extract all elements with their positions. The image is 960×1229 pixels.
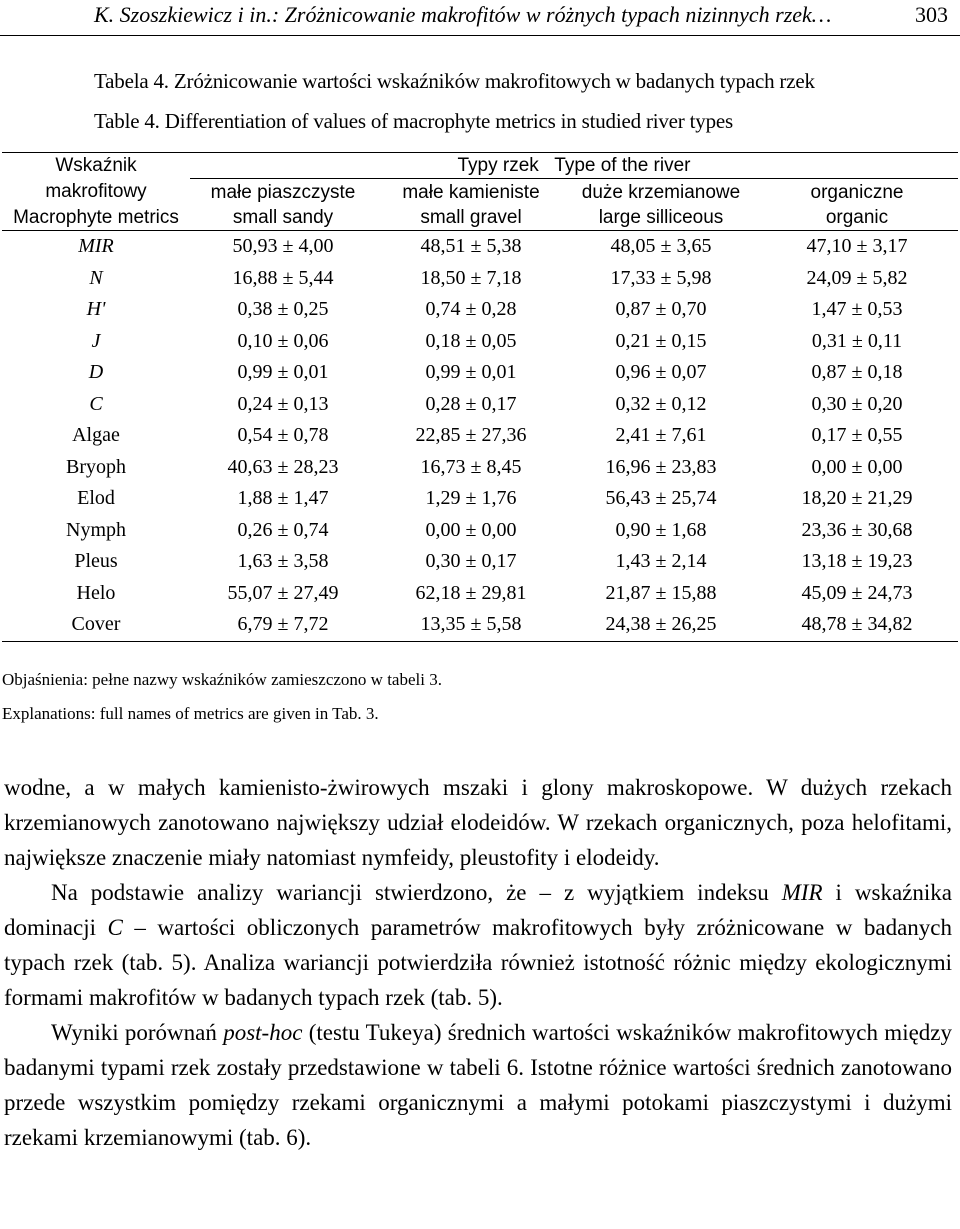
metric-name: Helo: [76, 581, 116, 604]
table-cell: 0,99 ± 0,01: [237, 361, 329, 384]
table-cell: 16,96 ± 23,83: [605, 455, 717, 478]
metric-header-line3: Macrophyte metrics: [2, 205, 190, 231]
paragraph-2-text-b: i wskaźnika dominacji: [4, 880, 952, 940]
table-row: [2, 452, 958, 484]
table-cell: 16,73 ± 8,45: [420, 455, 522, 478]
paragraph-2-text-c: – wartości obliczonych parametrów makrofitowych były zróżnicowane w badanych typach rzek (tab. 5). Analiza wariancji potwierdziła również istotność różnic między ekologicznymi formami makrofitów w badanych typach rzek (tab. 5).: [4, 915, 952, 1010]
table-cell: 1,63 ± 3,58: [237, 550, 329, 573]
metric-name: Bryoph: [66, 455, 126, 478]
table-cell: 0,99 ± 0,01: [425, 361, 517, 384]
table-cell: 18,20 ± 21,29: [801, 487, 913, 510]
table-row: [2, 263, 958, 295]
table-row: [2, 578, 958, 610]
table-cell: 47,10 ± 3,17: [806, 235, 908, 258]
table-row: [2, 420, 958, 452]
table-cell: 0,87 ± 0,18: [811, 361, 903, 384]
table-row: [2, 515, 958, 547]
metric-name: MIR: [78, 235, 114, 258]
table-row: [2, 326, 958, 358]
table-cell: 0,87 ± 0,70: [615, 298, 707, 321]
river-type-group-header: Typy rzek Type of the river: [190, 153, 958, 179]
table-cell: 1,43 ± 2,14: [615, 550, 707, 573]
metric-name: Nymph: [66, 518, 126, 541]
table-note-en: Explanations: full names of metrics are given in Tab. 3.: [2, 704, 379, 723]
body-text: [4, 770, 952, 1155]
table-cell: 48,05 ± 3,65: [610, 235, 712, 258]
paragraph-1: wodne, a w małych kamienisto-żwirowych mszaki i glony makroskopowe. W dużych rzekach krzemianowych zanotowano największy udział elodeidów. W rzekach organicznych, poza helofitami, największe znaczenie miały natomiast nymfeidy, pleustofity i elodeidy.: [4, 775, 952, 870]
table-cell: 17,33 ± 5,98: [610, 266, 712, 289]
table-cell: 2,41 ± 7,61: [615, 424, 707, 447]
metric-header-line1: Wskaźnik: [2, 153, 190, 179]
table-cell: 16,88 ± 5,44: [232, 266, 334, 289]
metric-name: C: [89, 392, 103, 415]
table-row: [2, 357, 958, 389]
table-cell: 21,87 ± 15,88: [605, 581, 717, 604]
table-cell: 50,93 ± 4,00: [232, 235, 334, 258]
table-row: [2, 546, 958, 578]
paragraph-2-text-a: Na podstawie analizy wariancji stwierdzono, że – z wyjątkiem indeksu: [51, 880, 782, 905]
paragraph-2-mir: MIR: [781, 880, 823, 905]
table-row: [2, 294, 958, 326]
table-cell: 0,00 ± 0,00: [811, 455, 903, 478]
table-cell: 0,10 ± 0,06: [237, 329, 329, 352]
table-cell: 0,00 ± 0,00: [425, 518, 517, 541]
paragraph-3: [4, 1015, 952, 1155]
table-cell: 18,50 ± 7,18: [420, 266, 522, 289]
col-header-en-small-sandy: small sandy: [190, 205, 376, 231]
table-caption-en: Table 4. Differentiation of values of macrophyte metrics in studied river types: [94, 109, 733, 133]
table-row: [2, 483, 958, 515]
col-header-en-small-gravel: small gravel: [376, 205, 566, 231]
table-cell: 0,30 ± 0,20: [811, 392, 903, 415]
metric-name: J: [91, 329, 101, 352]
page-number: 303: [915, 2, 948, 27]
table-note-pl: Objaśnienia: pełne nazwy wskaźników zamieszczono w tabeli 3.: [2, 670, 442, 689]
table-cell: 24,38 ± 26,25: [566, 609, 756, 641]
table-cell: 0,96 ± 0,07: [615, 361, 707, 384]
running-head-title: K. Szoszkiewicz i in.: Zróżnicowanie makrofitów w różnych typach nizinnych rzek…: [94, 2, 832, 27]
table-cell: 22,85 ± 27,36: [415, 424, 527, 447]
table-cell: 13,18 ± 19,23: [801, 550, 913, 573]
table-cell: 45,09 ± 24,73: [801, 581, 913, 604]
metric-name: H': [86, 298, 106, 321]
metric-name: Elod: [77, 487, 115, 510]
table-cell: 0,30 ± 0,17: [425, 550, 517, 573]
paragraph-2: [4, 875, 952, 1015]
table-cell: 55,07 ± 27,49: [227, 581, 339, 604]
paragraph-3-text-b: (testu Tukeya) średnich wartości wskaźników makrofitowych między badanymi typami rzek zostały przedstawione w tabeli 6. Istotne różnice wartości średnich zanotowano przede wszystkim pomiędzy rzekami organicznymi a małymi potokami piaszczystymi i dużymi rzekami krzemianowymi (tab. 6).: [4, 1020, 952, 1150]
table-cell: 0,17 ± 0,55: [811, 424, 903, 447]
table-cell: 0,28 ± 0,17: [425, 392, 517, 415]
table-cell: 23,36 ± 30,68: [801, 518, 913, 541]
table-cell: 0,32 ± 0,12: [615, 392, 707, 415]
data-table: [2, 152, 958, 642]
table-cell: 48,78 ± 34,82: [756, 609, 958, 641]
paragraph-3-text-a: Wyniki porównań: [51, 1020, 224, 1045]
metric-name: D: [88, 361, 104, 384]
running-head: [0, 0, 960, 36]
table-row: [2, 231, 958, 263]
col-header-pl-small-gravel: małe kamieniste: [402, 181, 540, 203]
col-header-pl-organic: organiczne: [810, 181, 904, 203]
col-header-pl-large-silliceous: duże krzemianowe: [581, 181, 741, 203]
table-cell: 40,63 ± 28,23: [227, 455, 339, 478]
table-cell: 6,79 ± 7,72: [190, 609, 376, 641]
table-cell: 0,31 ± 0,11: [811, 329, 903, 352]
metric-name: Cover: [2, 609, 190, 641]
col-header-en-organic: organic: [756, 205, 958, 231]
table-cell: 56,43 ± 25,74: [605, 487, 717, 510]
metric-name: Pleus: [74, 550, 118, 573]
metric-name: N: [89, 266, 103, 289]
table-cell: 0,38 ± 0,25: [237, 298, 329, 321]
table-caption-pl: Tabela 4. Zróżnicowanie wartości wskaźników makrofitowych w badanych typach rzek: [94, 69, 815, 93]
table-cell: 1,29 ± 1,76: [425, 487, 517, 510]
table-cell: 13,35 ± 5,58: [376, 609, 566, 641]
table-cell: 48,51 ± 5,38: [420, 235, 522, 258]
table-cell: 0,90 ± 1,68: [615, 518, 707, 541]
table-cell: 0,24 ± 0,13: [237, 392, 329, 415]
table-cell: 24,09 ± 5,82: [806, 266, 908, 289]
table-cell: 0,26 ± 0,74: [237, 518, 329, 541]
table-row: [2, 389, 958, 421]
table-cell: 1,47 ± 0,53: [811, 298, 903, 321]
col-header-pl-small-sandy: małe piaszczyste: [210, 181, 356, 203]
paragraph-2-c: C: [107, 915, 123, 940]
table-row: [2, 609, 958, 641]
table-cell: 0,54 ± 0,78: [237, 424, 329, 447]
metric-name: Algae: [72, 424, 120, 447]
col-header-en-large-silliceous: large silliceous: [566, 205, 756, 231]
metric-header-line2: makrofitowy: [45, 181, 147, 203]
table-cell: 1,88 ± 1,47: [237, 487, 329, 510]
table-cell: 0,21 ± 0,15: [615, 329, 707, 352]
table-cell: 0,18 ± 0,05: [425, 329, 517, 352]
paragraph-3-posthoc: post-hoc: [223, 1020, 303, 1045]
table-cell: 62,18 ± 29,81: [415, 581, 527, 604]
table-cell: 0,74 ± 0,28: [425, 298, 517, 321]
